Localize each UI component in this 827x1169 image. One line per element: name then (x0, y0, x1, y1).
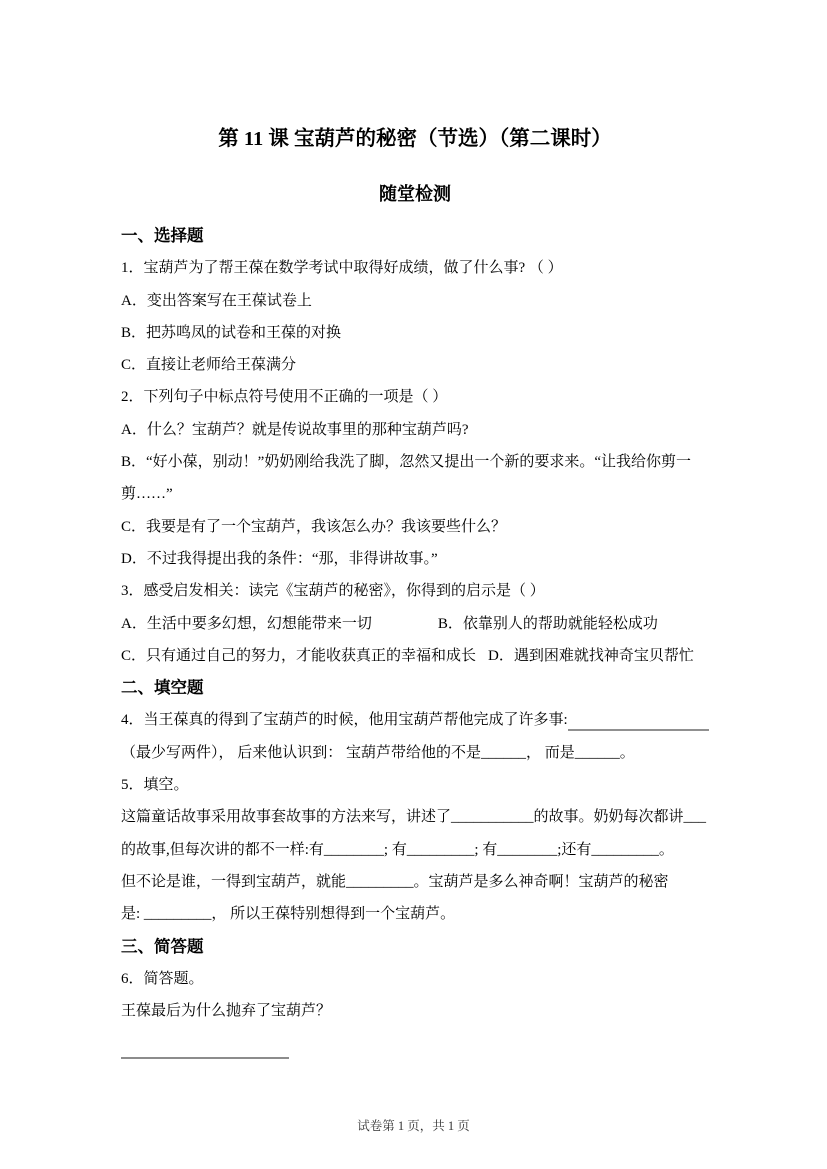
question-3-option-c: C．只有通过自己的努力，才能收获真正的幸福和成长 (121, 647, 477, 664)
question-2-option-b-line2: 剪……” (121, 486, 173, 503)
question-4-line-1 (121, 704, 709, 736)
question-5-line-2: 的故事,但每次讲的都不一样:有________; 有_________; 有________;还有_________。 (121, 841, 674, 858)
question-2-option-b-line1: B．“好小葆，别动！”奶奶刚给我洗了脚，忽然又提出一个新的要求来。“让我给你剪一 (121, 454, 691, 471)
document-content (121, 124, 709, 1059)
section-heading-fill: 二、填空题 (121, 679, 204, 698)
question-1-option-c: C．直接让老师给王葆满分 (121, 357, 297, 374)
question-3-options-row-1 (121, 608, 709, 640)
question-6-answer-line (121, 1043, 289, 1059)
question-4-answer-blank (568, 715, 709, 731)
question-3-options-row-2 (121, 640, 709, 672)
question-1-stem: 1．宝葫芦为了帮王葆在数学考试中取得好成绩，做了什么事? （ ） (121, 260, 563, 277)
question-4-text: 4．当王葆真的得到了宝葫芦的时候，他用宝葫芦帮他完成了许多事: (121, 712, 568, 729)
question-3-option-d: D．遇到困难就找神奇宝贝帮忙 (488, 647, 694, 664)
question-2-option-d: D．不过我得提出我的条件：“那，非得讲故事。” (121, 550, 438, 567)
question-3-stem: 3．感受启发相关：读完《宝葫芦的秘密》，你得到的启示是（ ） (121, 583, 545, 600)
question-1-option-a: A．变出答案写在王葆试卷上 (121, 292, 312, 309)
question-3-option-b: B．依靠别人的帮助就能轻松成功 (437, 615, 658, 632)
page-footer: 试卷第 1 页，共 1 页 (357, 1119, 470, 1133)
question-1-option-b: B．把苏鸣凤的试卷和王葆的对换 (121, 324, 342, 341)
document-subtitle: 随堂检测 (379, 184, 451, 204)
question-5-line-4: 是: _________， 所以王葆特别想得到一个宝葫芦。 (121, 906, 456, 923)
question-5-stem: 5．填空。 (121, 777, 189, 794)
document-title: 第 11 课 宝葫芦的秘密（节选）（第二课时） (218, 128, 612, 150)
question-2-option-a: A．什么？宝葫芦？就是传说故事里的那种宝葫芦吗? (121, 421, 469, 438)
question-5-line-3: 但不论是谁，一得到宝葫芦，就能_________。宝葫芦是多么神奇啊！宝葫芦的秘密 (121, 873, 669, 890)
question-3-option-a: A．生活中要多幻想，幻想能带来一切 (121, 615, 372, 632)
question-6-text: 王葆最后为什么抛弃了宝葫芦？ (121, 1003, 332, 1020)
question-6-stem: 6．简答题。 (121, 970, 204, 987)
section-heading-short-answer: 三、简答题 (121, 937, 204, 956)
question-2-stem: 2．下列句子中标点符号使用不正确的一项是（ ） (121, 389, 448, 406)
question-4-line-2: （最少写两件）， 后来他认识到： 宝葫芦带给他的不是______， 而是______。 (121, 744, 635, 761)
question-2-option-c: C．我要是有了一个宝葫芦，我该怎么办？我该要些什么？ (121, 518, 507, 535)
question-5-line-1: 这篇童话故事采用故事套故事的方法来写，讲述了___________的故事。奶奶每次都讲___ (121, 809, 707, 826)
section-heading-choice: 一、选择题 (121, 227, 204, 245)
